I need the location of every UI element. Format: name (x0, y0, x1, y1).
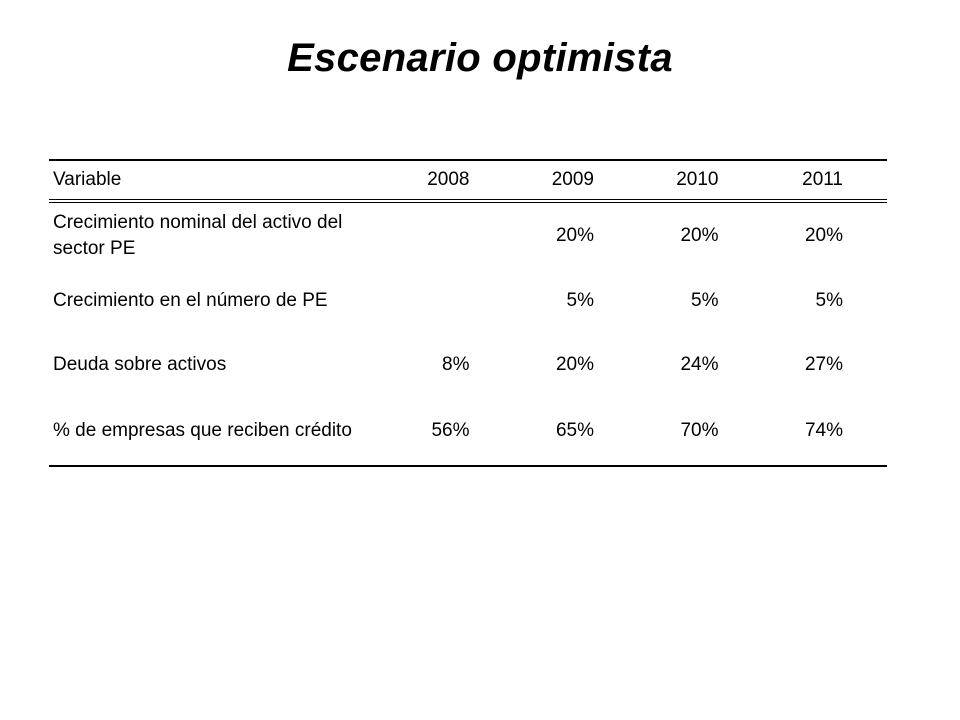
cell-2009: 20% (555, 354, 594, 375)
slide-title: Escenario optimista (287, 36, 673, 80)
table-header-row (49, 160, 887, 201)
cell-2008 (389, 201, 514, 269)
column-header-2010: 2010 (638, 160, 763, 201)
cell-2009: 5% (566, 290, 594, 311)
cell-2011: 27% (804, 354, 843, 375)
scenario-table-container (49, 159, 887, 467)
row-label: Deuda sobre activos (53, 354, 227, 375)
table-row (49, 333, 887, 397)
cell-2011: 20% (804, 225, 843, 246)
table-row (49, 201, 887, 269)
column-header-2011: 2011 (763, 160, 888, 201)
table-row (49, 397, 887, 466)
column-header-2009: 2009 (514, 160, 639, 201)
table-row (49, 269, 887, 333)
row-label: Crecimiento en el número de PE (53, 290, 328, 311)
cell-2010: 70% (638, 397, 763, 466)
cell-2009: 20% (555, 225, 594, 246)
cell-2010: 24% (680, 354, 719, 375)
row-label: % de empresas que reciben crédito (49, 397, 389, 466)
cell-2011: 74% (763, 397, 888, 466)
cell-2011: 5% (815, 290, 843, 311)
cell-2010: 20% (680, 225, 719, 246)
cell-2009: 65% (514, 397, 639, 466)
cell-2008 (389, 269, 514, 333)
column-header-2008: 2008 (389, 160, 514, 201)
cell-2010: 5% (691, 290, 719, 311)
column-header-variable: Variable (49, 160, 389, 201)
cell-2008: 56% (389, 397, 514, 466)
row-label: Crecimiento nominal del activo del sector PE (53, 212, 343, 259)
scenario-table (49, 159, 887, 467)
cell-2008: 8% (442, 354, 470, 375)
